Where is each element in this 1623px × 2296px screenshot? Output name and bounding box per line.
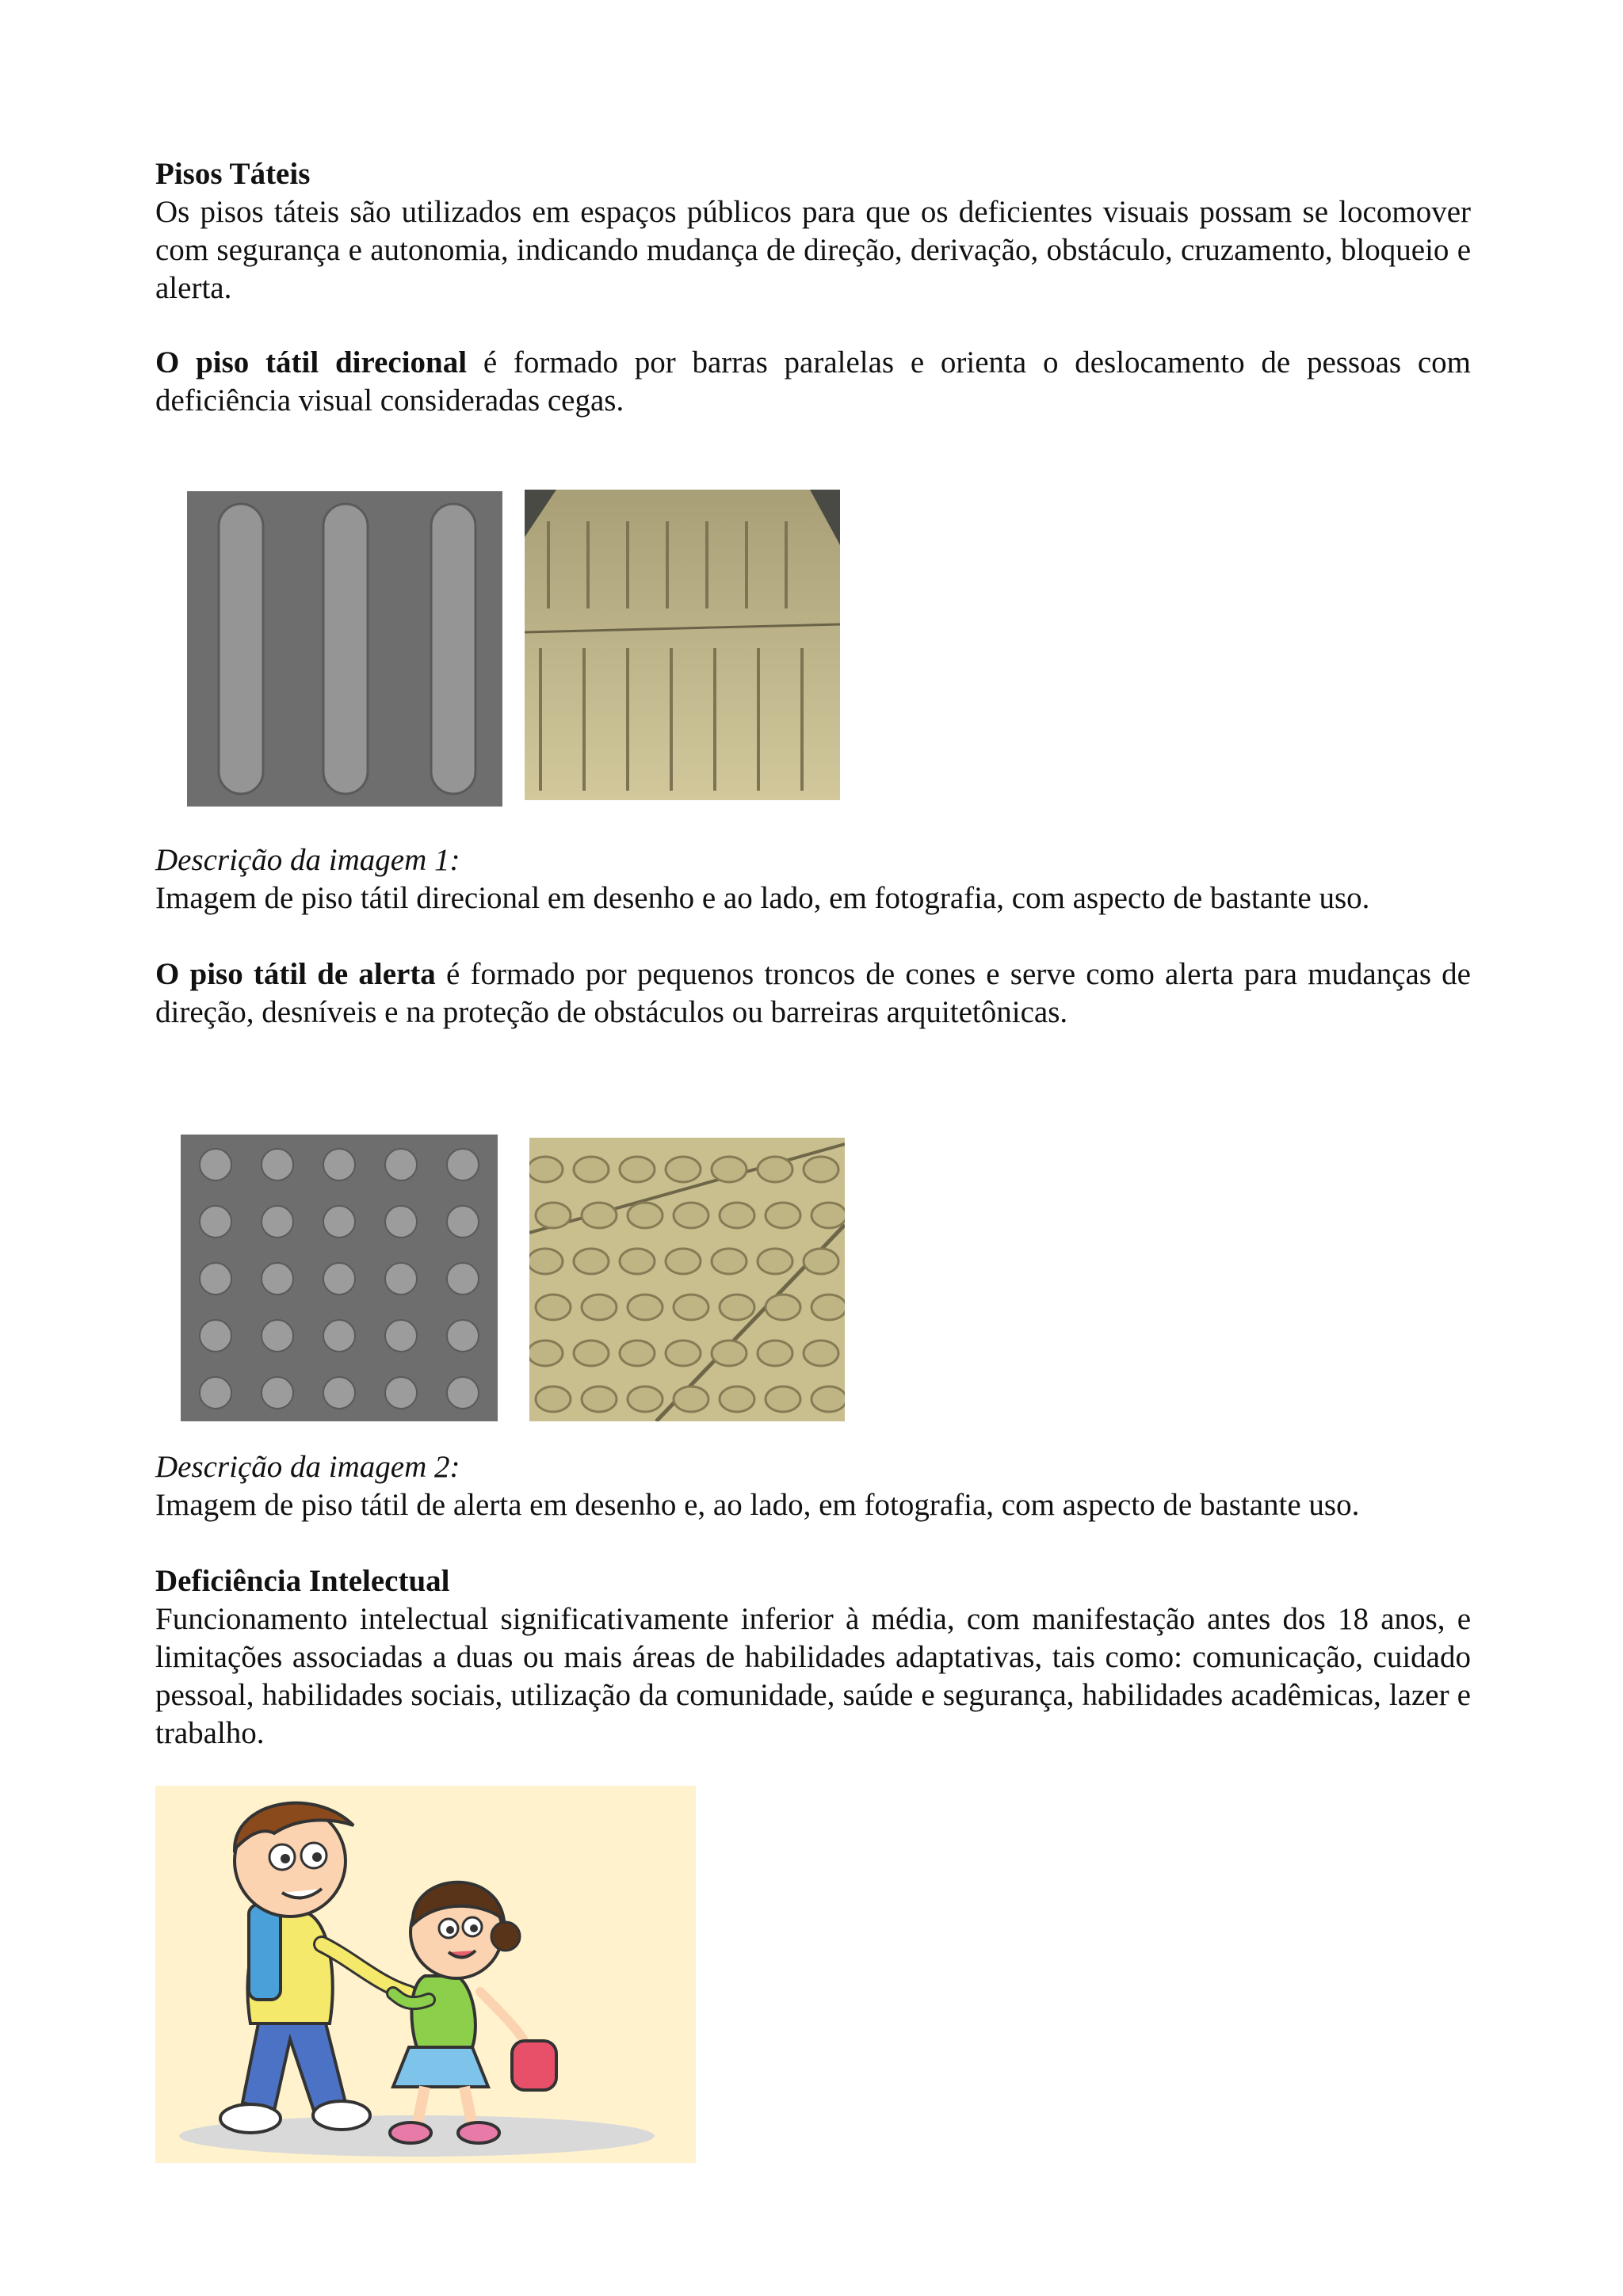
- alert-dot: [447, 1320, 479, 1352]
- caption-1-text: Imagem de piso tátil direcional em desenho e ao lado, em fotografia, com aspecto de bastante uso.: [155, 881, 1370, 915]
- alert-dot: [262, 1263, 293, 1295]
- alert-photo-dot: [620, 1249, 655, 1274]
- alert-dot: [262, 1320, 293, 1352]
- alert-photo-dot: [628, 1203, 663, 1228]
- alert-photo-dot: [582, 1203, 617, 1228]
- alert-dot: [323, 1320, 355, 1352]
- alert-photo-dot: [536, 1386, 571, 1412]
- caption-2-text: Imagem de piso tátil de alerta em desenho e, ao lado, em fotografia, com aspecto de bastante uso.: [155, 1488, 1360, 1522]
- alert-photo-dot: [766, 1295, 800, 1320]
- section-title-deficiencia-intelectual: Deficiência Intelectual: [155, 1564, 450, 1598]
- alert-photo-dot: [712, 1157, 747, 1182]
- section-title-pisos-tateis: Pisos Táteis: [155, 157, 311, 191]
- intellectual-paragraph: Funcionamento intelectual significativamente inferior à média, com manifestação antes dos 18 anos, e limitações associadas a duas ou mais áreas de habilidades adaptativas, tais como: comunicação, cuidado pessoal, habilidades sociais, utilização da comunidade, saúde e segurança, habilidades acadêmicas, lazer e trabalho.: [155, 1602, 1471, 1750]
- alert-photo-dot: [804, 1157, 838, 1182]
- alert-dot: [262, 1377, 293, 1409]
- alert-photo-dot: [804, 1249, 838, 1274]
- alert-dot: [323, 1377, 355, 1409]
- alert-photo-dot: [666, 1157, 701, 1182]
- alert-photo-dot: [574, 1341, 609, 1366]
- alert-photo-dot: [666, 1341, 701, 1366]
- alert-photo-dot: [766, 1203, 800, 1228]
- alert-dot: [262, 1149, 293, 1180]
- alert-photo-dot: [674, 1386, 708, 1412]
- alert-photo-dot: [628, 1295, 663, 1320]
- children-illustration: [155, 1786, 696, 2163]
- alert-dot: [200, 1149, 231, 1180]
- alert-photo-dot: [812, 1203, 845, 1228]
- alert-photo-dot: [529, 1157, 563, 1182]
- alert-photo-dot: [536, 1203, 571, 1228]
- alert-dot: [323, 1149, 355, 1180]
- alert-photo-dot: [766, 1386, 800, 1412]
- caption-2-title: Descrição da imagem 2:: [155, 1450, 460, 1484]
- alert-photo-dot: [720, 1295, 754, 1320]
- alert-photo-dot: [758, 1249, 792, 1274]
- alert-dot: [385, 1320, 417, 1352]
- alert-photo-dot: [582, 1386, 617, 1412]
- alert-dot: [447, 1377, 479, 1409]
- directional-paragraph: [155, 344, 1471, 420]
- intro-paragraph: Os pisos táteis são utilizados em espaços públicos para que os deficientes visuais possam se locomover com segurança e autonomia, indicando mudança de direção, derivação, obstáculo, cruzamento, bloqueio e alerta.: [155, 195, 1471, 305]
- alert-photo-dot: [574, 1157, 609, 1182]
- alert-photo-dot: [529, 1341, 563, 1366]
- alert-photo-dot: [536, 1295, 571, 1320]
- directional-rest: é formado por barras paralelas e orienta o deslocamento de pessoas com deficiência visual consideradas cegas.: [155, 345, 1471, 418]
- alert-dot: [200, 1206, 231, 1238]
- alert-photo-dot: [582, 1295, 617, 1320]
- alert-dot: [200, 1377, 231, 1409]
- alert-dot: [385, 1377, 417, 1409]
- alert-photo-dot: [666, 1249, 701, 1274]
- alert-dot: [323, 1263, 355, 1295]
- alert-paragraph: [155, 955, 1471, 1032]
- alert-dot: [262, 1206, 293, 1238]
- alert-photo-dot: [620, 1157, 655, 1182]
- alert-lead: O piso tátil de alerta: [155, 957, 436, 991]
- alert-photo-dot: [674, 1203, 708, 1228]
- alert-tile-drawing: [181, 1135, 498, 1421]
- alert-photo-dot: [620, 1341, 655, 1366]
- alert-dot: [385, 1149, 417, 1180]
- alert-photo-dot: [628, 1386, 663, 1412]
- alert-dot: [447, 1206, 479, 1238]
- alert-dot: [200, 1320, 231, 1352]
- alert-photo-dot: [812, 1386, 845, 1412]
- alert-photo-dot: [529, 1249, 563, 1274]
- alert-photo-dot: [674, 1295, 708, 1320]
- alert-photo-dot: [712, 1341, 747, 1366]
- directional-tile-photo: [525, 490, 840, 800]
- alert-dot: [447, 1263, 479, 1295]
- alert-photo-dot: [720, 1386, 754, 1412]
- alert-dot: [447, 1149, 479, 1180]
- directional-lead: O piso tátil direcional: [155, 345, 468, 379]
- alert-dot: [200, 1263, 231, 1295]
- alert-photo-dot: [712, 1249, 747, 1274]
- alert-dot: [385, 1206, 417, 1238]
- alert-photo-dot: [758, 1341, 792, 1366]
- directional-tile-drawing: [187, 491, 502, 807]
- caption-1-title: Descrição da imagem 1:: [155, 843, 460, 877]
- alert-rest: é formado por pequenos troncos de cones e serve como alerta para mudanças de direção, desníveis e na proteção de obstáculos ou barreiras arquitetônicas.: [155, 957, 1471, 1029]
- alert-dot: [385, 1263, 417, 1295]
- alert-photo-dot: [720, 1203, 754, 1228]
- alert-photo-dot: [812, 1295, 845, 1320]
- alert-tile-photo: [529, 1138, 845, 1421]
- alert-photo-dot: [758, 1157, 792, 1182]
- alert-photo-dot: [574, 1249, 609, 1274]
- alert-photo-dot: [804, 1341, 838, 1366]
- alert-dot: [323, 1206, 355, 1238]
